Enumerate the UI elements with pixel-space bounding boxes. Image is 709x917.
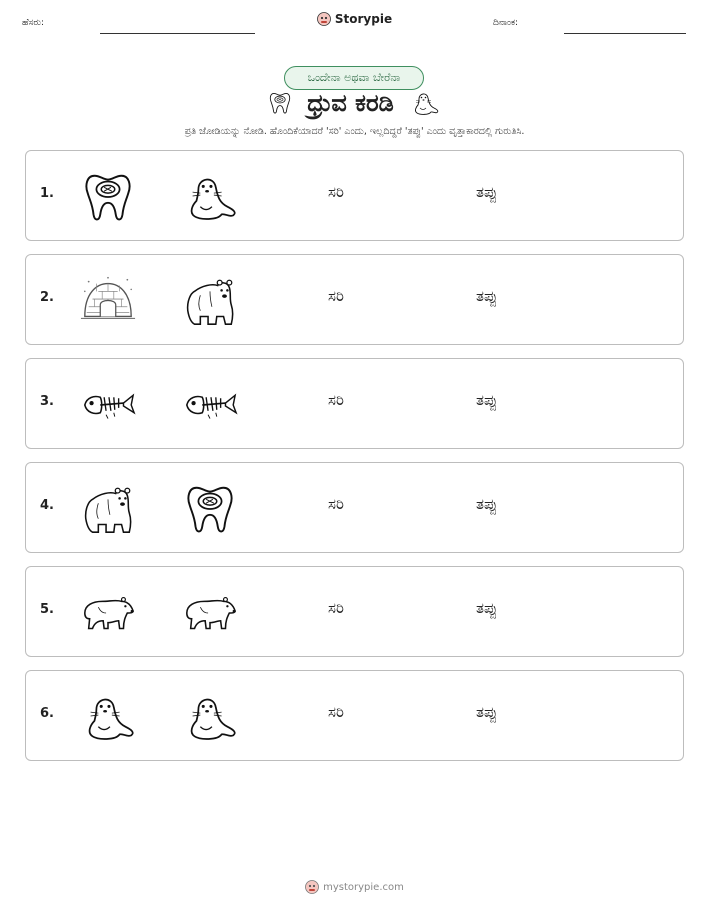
seal-icon — [408, 88, 442, 118]
answer-false-option[interactable]: ತಪ್ಪು — [476, 391, 498, 409]
brand — [0, 12, 709, 26]
answer-false-option[interactable]: ತಪ್ಪು — [476, 599, 498, 617]
footer-url: mystorypie.com — [323, 881, 404, 893]
seal-icon — [180, 688, 240, 746]
polar-bear-icon — [78, 480, 138, 538]
seal-icon — [78, 688, 138, 746]
igloo-icon — [78, 272, 138, 330]
instructions: ಪ್ರತಿ ಜೋಡಿಯನ್ನು ನೋಡಿ. ಹೊಂದಿಕೆಯಾದರೆ 'ಸರಿ' ಎಂದು, ಇಲ್ಲದಿದ್ದರೆ 'ತಪ್ಪು' ಎಂದು ವೃತ್ತಾಕಾರದಲ್ಲಿ ಗುರುತಿಸಿ. — [184, 126, 525, 137]
name-line[interactable] — [100, 33, 255, 34]
brand-name: Storypie — [334, 12, 393, 26]
answer-false-option[interactable]: ತಪ್ಪು — [476, 287, 498, 305]
question-number: 6. — [40, 706, 54, 721]
question-number: 5. — [40, 602, 54, 617]
walking-bear-icon — [78, 584, 138, 642]
polar-bear-icon — [180, 272, 240, 330]
tooth-meat-icon — [78, 168, 138, 226]
fish-skeleton-icon — [180, 376, 240, 434]
question-number: 3. — [40, 394, 54, 409]
date-line[interactable] — [564, 33, 686, 34]
answer-true-option[interactable]: ಸರಿ — [328, 599, 344, 617]
question-number: 1. — [40, 186, 54, 201]
title-row — [0, 88, 709, 118]
footer — [0, 880, 709, 894]
answer-true-option[interactable]: ಸರಿ — [328, 287, 344, 305]
seal-icon — [180, 168, 240, 226]
question-card-5 — [25, 566, 684, 657]
answer-true-option[interactable]: ಸರಿ — [328, 183, 344, 201]
question-card-2 — [25, 254, 684, 345]
answer-true-option[interactable]: ಸರಿ — [328, 495, 344, 513]
tooth-meat-icon — [180, 480, 240, 538]
tooth-meat-icon — [267, 88, 293, 118]
answer-false-option[interactable]: ತಪ್ಪು — [476, 495, 498, 513]
question-card-1 — [25, 150, 684, 241]
page-title: ಧ್ರುವ ಕರಡಿ — [307, 89, 394, 117]
question-number: 4. — [40, 498, 54, 513]
answer-true-option[interactable]: ಸರಿ — [328, 391, 344, 409]
name-label: ಹೆಸರು: — [22, 18, 45, 28]
worksheet-type-badge: ಒಂದೇನಾ ಅಥವಾ ಬೇರೆನಾ — [284, 66, 424, 90]
question-card-3 — [25, 358, 684, 449]
question-number: 2. — [40, 290, 54, 305]
date-label: ದಿನಾಂಕ: — [493, 18, 519, 28]
fish-skeleton-icon — [78, 376, 138, 434]
question-card-6 — [25, 670, 684, 761]
answer-false-option[interactable]: ತಪ್ಪು — [476, 703, 498, 721]
answer-true-option[interactable]: ಸರಿ — [328, 703, 344, 721]
walking-bear-icon — [180, 584, 240, 642]
storypie-logo-icon — [317, 12, 331, 26]
question-card-4 — [25, 462, 684, 553]
storypie-logo-icon — [305, 880, 319, 894]
answer-false-option[interactable]: ತಪ್ಪು — [476, 183, 498, 201]
